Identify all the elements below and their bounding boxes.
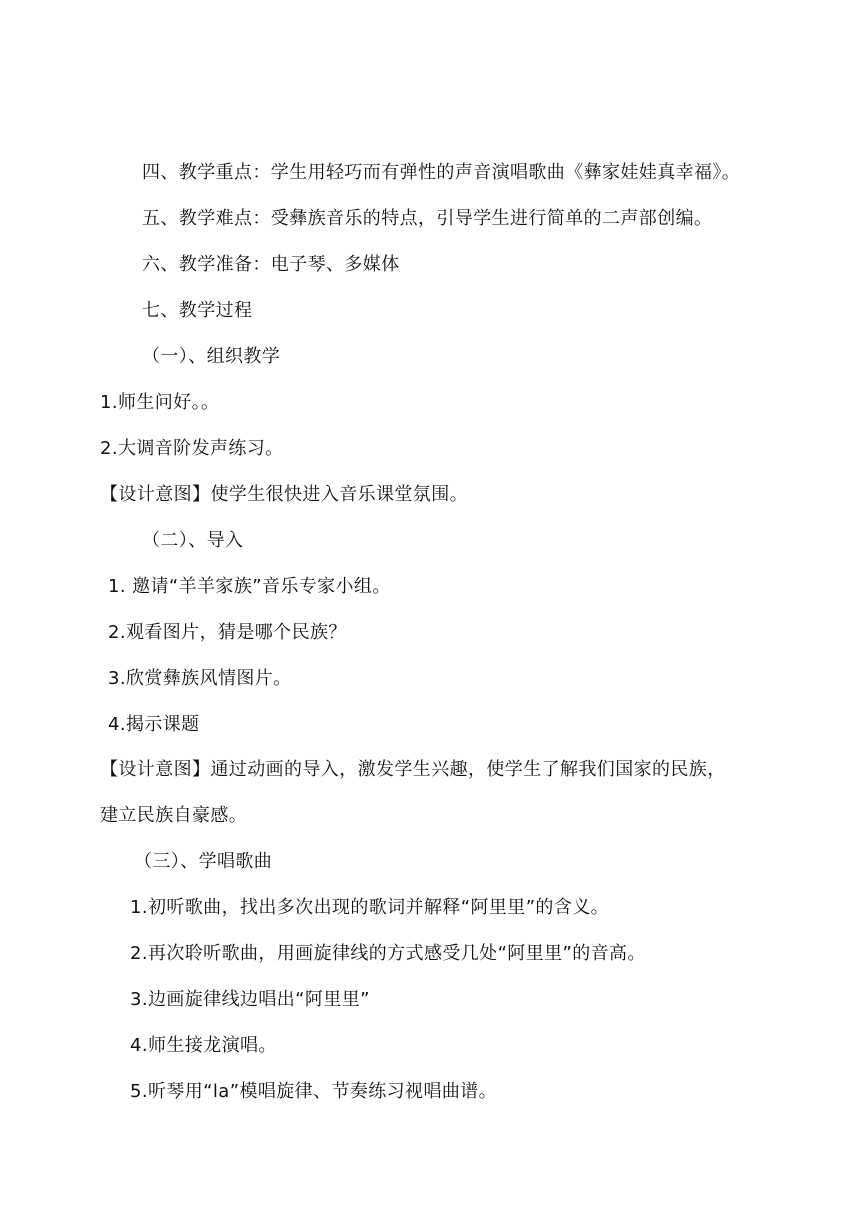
list-item: 5.听琴用“la”模唱旋律、节奏练习视唱曲谱。 xyxy=(130,1081,498,1102)
list-item: 1.初听歌曲，找出多次出现的歌词并解释“阿里里”的含义。 xyxy=(130,897,610,918)
key-point-line: 四、教学重点：学生用轻巧而有弹性的声音演唱歌曲《彝家娃娃真幸福》。 xyxy=(142,162,741,183)
list-item: 2.再次聆听歌曲，用画旋律线的方式感受几处“阿里里”的音高。 xyxy=(130,943,646,964)
process-heading: 七、教学过程 xyxy=(142,300,253,321)
list-item: 2.大调音阶发声练习。 xyxy=(100,438,284,459)
design-intent-line: 【设计意图】使学生很快进入音乐课堂氛围。 xyxy=(100,484,468,505)
section-learn-heading: （三）、学唱歌曲 xyxy=(134,851,273,872)
list-item: 1. 邀请“羊羊家族”音乐专家小组。 xyxy=(108,576,391,597)
design-intent-continuation: 建立民族自豪感。 xyxy=(100,805,248,826)
list-item: 3.欣赏彝族风情图片。 xyxy=(108,668,292,689)
design-intent-line: 【设计意图】通过动画的导入，激发学生兴趣，使学生了解我们国家的民族， xyxy=(100,759,726,780)
list-item: 4.揭示课题 xyxy=(108,714,200,735)
list-item: 1.师生问好。。 xyxy=(100,392,220,413)
list-item: 3.边画旋律线边唱出“阿里里” xyxy=(130,989,370,1010)
list-item: 2.观看图片，猜是哪个民族？ xyxy=(108,622,347,643)
difficulty-line: 五、教学难点：受彝族音乐的特点，引导学生进行简单的二声部创编。 xyxy=(142,208,713,229)
section-organize-heading: （一）、组织教学 xyxy=(142,346,281,367)
section-intro-heading: （二）、导入 xyxy=(142,530,244,551)
preparation-line: 六、教学准备：电子琴、多媒体 xyxy=(142,254,400,275)
list-item: 4.师生接龙演唱。 xyxy=(130,1035,277,1056)
